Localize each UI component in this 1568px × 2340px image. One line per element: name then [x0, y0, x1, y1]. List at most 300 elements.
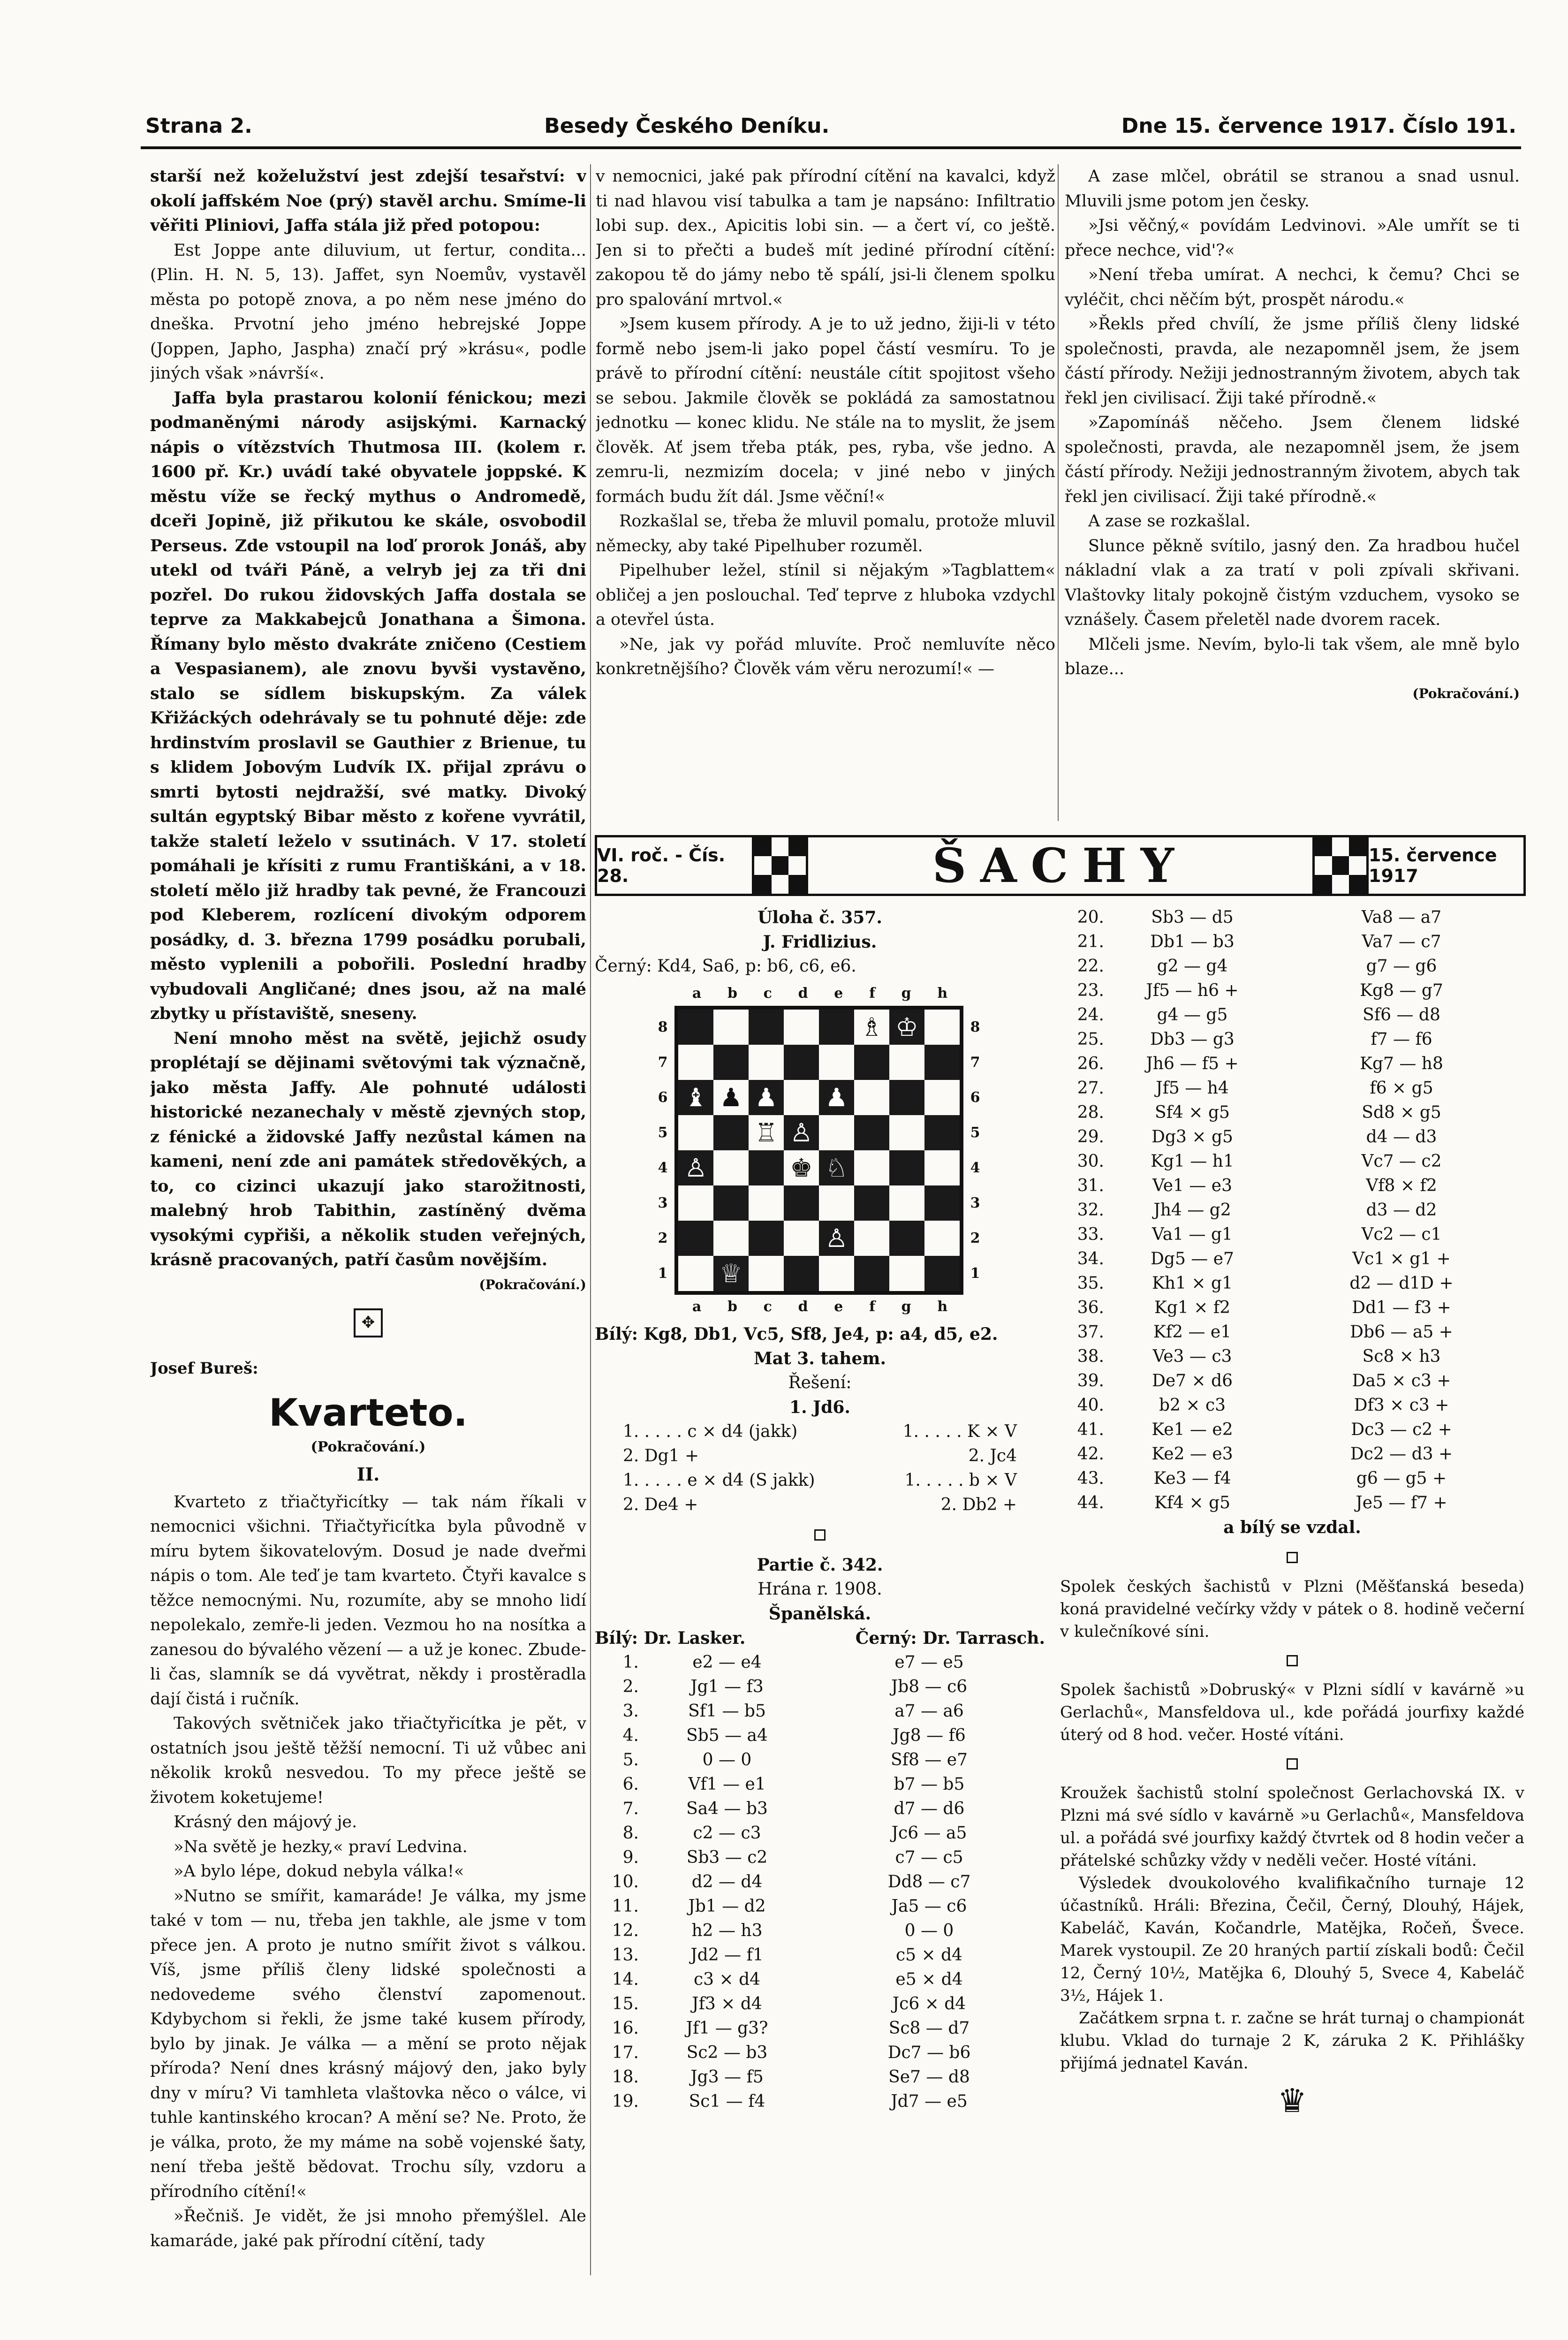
board-square-e3 [819, 1185, 854, 1221]
page-header [145, 107, 1516, 144]
continuation-note: (Pokračování.) [479, 1276, 586, 1292]
board-square-d3 [784, 1185, 819, 1221]
move-row [1060, 1052, 1524, 1076]
move-row [595, 2089, 1045, 2114]
white-move: Ke2 — e3 [1151, 1444, 1233, 1464]
black-move: Sf6 — d8 [1363, 1005, 1440, 1025]
story-paragraph-14: »Jsi věčný,« povídám Ledvinovi. »Ale umřít se ti přece nechce, vid'?« [1065, 216, 1520, 260]
move-number: 20. [1077, 908, 1104, 927]
story-paragraph-1: Kvarteto z třiačtyřicítky — tak nám říkali v nemocnici všichni. Třiačtyřicítka byla původně v míru bytem šikovatelovým. Dosud je nade dveřmi nápis o tom. Ale teď je tam kvarteto. Čtyři kavalce s těžce nemocnými. Nu, rozumíte, aby se mnoho lidí nepolekalo, zemře-li jeden. Vezmou ho na nosítka a zanesou do bývalého vězení — a už je konec. Zbude-li čas, slamník se dá vyvětrat, někdy i prostěradla dají čistá i ručník. [150, 1492, 586, 1709]
black-move: Se7 — d8 [888, 2067, 970, 2087]
move-number: 42. [1077, 1444, 1104, 1464]
black-move: d4 — d3 [1366, 1127, 1437, 1147]
move-row [1060, 1271, 1524, 1296]
board-square-d6 [784, 1080, 819, 1115]
file-label: c [763, 985, 772, 1002]
board-square-e8 [819, 1010, 854, 1045]
board-square-d7 [784, 1045, 819, 1080]
move-row [595, 1992, 1045, 2016]
paper-title: Besedy Českého Deníku. [544, 114, 830, 138]
black-move: c7 — c5 [895, 1848, 963, 1867]
move-row [1060, 1466, 1524, 1491]
rank-label: 7 [658, 1054, 668, 1071]
story-subtitle: (Pokračování.) [311, 1438, 426, 1455]
move-number: 21. [1077, 932, 1104, 951]
problem-author: J. Fridlizius. [763, 932, 877, 952]
move-number: 1. [622, 1653, 639, 1672]
board-square-b8 [713, 1010, 749, 1045]
move-number: 37. [1077, 1322, 1104, 1342]
black-move: e5 × d4 [895, 1970, 963, 1989]
club-notice-5: Začátkem srpna t. r. začne se hrát turnaj o championát klubu. Vklad do turnaje 2 K, záruka 2 K. Přihlášky přijímá jednatel Kaván. [1060, 2009, 1524, 2073]
white-move: Kf4 × g5 [1154, 1493, 1231, 1512]
board-files-top [651, 981, 961, 1006]
story-paragraph-12: »Ne, jak vy pořád mluvíte. Proč nemluvíte něco konkretnějšího? Člověk vám věru nerozumí!« — [596, 635, 1055, 678]
board-square-g7 [889, 1045, 924, 1080]
separator-icon [1287, 1552, 1298, 1563]
chess-piece-icon: ♙ [790, 1117, 813, 1147]
story-paragraph-4: »Na světě je hezky,« praví Ledvina. [174, 1837, 468, 1856]
white-move: De7 × d6 [1151, 1371, 1233, 1390]
column-3 [1065, 164, 1520, 821]
black-move: Jb8 — c6 [891, 1677, 968, 1696]
story-author: Josef Bureš: [150, 1359, 258, 1378]
chess-piece-icon: ♙ [825, 1223, 848, 1253]
story-paragraph-7: »Řečniš. Je vidět, že jsi mnoho přemýšlel. Ale kamaráde, jaké pak přírodní cítění, tady [150, 2207, 586, 2250]
chess-piece-icon: ♟ [755, 1082, 778, 1112]
ornament-icon: ✥ [354, 1308, 383, 1337]
move-row [595, 1919, 1045, 1943]
move-row [595, 1699, 1045, 1724]
solution-move: 1. . . . . K × V [902, 1422, 1017, 1441]
black-move: Kg8 — g7 [1360, 981, 1443, 1000]
chess-piece-icon: ♔ [895, 1012, 918, 1042]
file-label: a [692, 985, 702, 1002]
black-move: Vc7 — c2 [1361, 1152, 1442, 1171]
move-row [595, 1772, 1045, 1797]
chess-piece-icon: ♗ [860, 1012, 883, 1042]
move-number: 43. [1077, 1469, 1104, 1488]
chess-piece-icon: ♕ [720, 1258, 742, 1288]
story-paragraph-17: »Zapomínáš něčeho. Jsem členem lidské společnosti, pravda, ale nezapomněl jsem, že jsem částí přírody. Nežiji jednostranným životem, abych tak řekl jen civilisací. Žiji také přírodně.« [1065, 413, 1520, 506]
move-row [1060, 979, 1524, 1003]
move-row [1060, 1345, 1524, 1369]
board-square-f6 [854, 1080, 889, 1115]
move-number: 29. [1077, 1127, 1104, 1147]
move-number: 22. [1077, 957, 1104, 976]
white-move: Sc1 — f4 [689, 2092, 765, 2111]
black-move: Jc6 — a5 [891, 1823, 967, 1843]
move-number: 17. [612, 2043, 639, 2062]
black-move: Vc1 × g1 + [1352, 1249, 1451, 1269]
board-ranks-right [963, 1010, 987, 1291]
move-number: 39. [1077, 1371, 1104, 1390]
board-square-h8 [924, 1010, 960, 1045]
chess-king-icon: ♛ [1277, 2082, 1307, 2120]
board-square-e4 [819, 1150, 854, 1185]
file-label: b [727, 1299, 737, 1315]
black-move: Sc8 × h3 [1362, 1347, 1441, 1366]
board-square-c7 [749, 1045, 784, 1080]
white-move: h2 — h3 [691, 1921, 763, 1940]
move-number: 6. [622, 1775, 639, 1794]
rank-label: 5 [658, 1124, 668, 1141]
white-move: Jd2 — f1 [690, 1945, 764, 1965]
continuation-note: (Pokračování.) [1412, 685, 1520, 701]
rank-label: 4 [970, 1160, 980, 1176]
board-square-b3 [713, 1185, 749, 1221]
black-move: Vf8 × f2 [1366, 1176, 1437, 1195]
board-square-b5 [713, 1115, 749, 1150]
white-move: Sc2 — b3 [686, 2043, 768, 2062]
white-move: Dg3 × g5 [1151, 1127, 1233, 1147]
white-player: Bílý: Dr. Lasker. [595, 1628, 746, 1648]
move-row [1060, 1320, 1524, 1345]
board-square-b4 [713, 1150, 749, 1185]
black-move: Dc7 — b6 [887, 2043, 971, 2062]
separator-icon [814, 1529, 826, 1541]
move-number: 36. [1077, 1298, 1104, 1317]
rank-label: 4 [658, 1160, 668, 1176]
move-number: 32. [1077, 1200, 1104, 1220]
story-paragraph-8: v nemocnici, jaké pak přírodní cítění na kavalci, když ti nad hlavou visí tabulka a tam je napsáno: Infiltratio lobi sup. dex., Apicitis lobi sin. — a čert ví, co ještě. Jen si to přečti a budeš mít jediné přírodní cítění: zakopou tě do jámy nebo tě spálí, jsi-li členem spolku pro spalování mrtvol.« [596, 167, 1055, 309]
white-move: Kg1 — h1 [1151, 1152, 1234, 1171]
board-square-d5 [784, 1115, 819, 1150]
white-move: c2 — c3 [693, 1823, 761, 1843]
black-move: Je5 — f7 + [1356, 1493, 1447, 1512]
move-number: 15. [612, 1994, 639, 2013]
move-row [595, 1943, 1045, 1968]
move-row [1060, 905, 1524, 930]
white-move: Db3 — g3 [1150, 1030, 1235, 1049]
club-notice-4: Výsledek dvoukolového kvalifikačního turnaje 12 účastníků. Hráli: Březina, Čečil, Černý, Dlouhý, Hájek, Kabeláč, Kaván, Kočandrle, Matějka, Ročeň, Švece. Marek vystoupil. Ze 20 hraných partií získali bodů: Čečil 12, Černý 10½, Matějka 6, Dlouhý 5, Svece 4, Kabeláč 3½, Hájek 1. [1060, 1874, 1524, 2005]
chess-column-1 [595, 905, 1045, 2114]
white-move: Jg3 — f5 [690, 2067, 764, 2087]
story-paragraph-13: A zase mlčel, obrátil se stranou a snad usnul. Mluvili jsme potom jen česky. [1065, 167, 1520, 211]
chess-piece-icon: ♝ [684, 1082, 707, 1112]
white-move: Kf2 — e1 [1153, 1322, 1232, 1342]
board-square-d8 [784, 1010, 819, 1045]
white-move: Sf4 × g5 [1155, 1103, 1230, 1122]
white-move: Kg1 × f2 [1154, 1298, 1231, 1317]
black-move: Va7 — c7 [1362, 932, 1441, 951]
solution-move: 1. . . . . c × d4 (jakk) [623, 1422, 798, 1441]
white-move: c3 × d4 [693, 1970, 761, 1989]
black-move: Jc6 × d4 [892, 1994, 966, 2013]
move-number: 18. [612, 2067, 639, 2087]
board-square-e5 [819, 1115, 854, 1150]
board-files-bottom [651, 1295, 961, 1319]
rank-label: 1 [970, 1265, 980, 1282]
black-move: Dc3 — c2 + [1351, 1420, 1452, 1439]
move-row [1060, 1027, 1524, 1052]
black-move: Dd1 — f3 + [1352, 1298, 1451, 1317]
problem-white-pieces: Bílý: Kg8, Db1, Vc5, Sf8, Je4, p: a4, d5, e2. [595, 1324, 998, 1344]
black-move: Sc8 — d7 [888, 2019, 970, 2038]
file-label: g [901, 985, 911, 1002]
white-move: Sb3 — d5 [1151, 908, 1234, 927]
move-row [595, 1675, 1045, 1699]
column-1 [150, 164, 586, 2275]
header-rule [141, 146, 1521, 149]
chess-column-2 [1060, 905, 1524, 2120]
board-grid [674, 1006, 963, 1295]
white-move: Sb5 — a4 [686, 1726, 768, 1745]
column-2 [596, 164, 1055, 821]
white-move: Jf5 — h4 [1156, 1079, 1229, 1098]
white-move: Ke1 — e2 [1151, 1420, 1233, 1439]
move-row [595, 2041, 1045, 2065]
move-number: 12. [612, 1921, 639, 1940]
white-move: Jh4 — g2 [1153, 1200, 1231, 1220]
rank-label: 1 [658, 1265, 668, 1282]
black-move: Dd8 — c7 [887, 1872, 971, 1892]
move-number: 7. [622, 1799, 639, 1818]
jaffa-paragraph-1: starší než koželužství jest zdejší tesařství: v okolí jaffském Noe (prý) stavěl archu. Smíme-li věřiti Pliniovi, Jaffa stála již před potopou: [150, 167, 586, 235]
rank-label: 8 [970, 1019, 980, 1035]
move-row [1060, 1076, 1524, 1101]
rank-label: 3 [658, 1195, 668, 1211]
black-player: Černý: Dr. Tarrasch. [855, 1628, 1045, 1648]
chess-piece-icon: ♟ [720, 1082, 742, 1112]
file-label: a [692, 1299, 702, 1315]
solution-row [623, 1468, 1017, 1493]
board-square-b6 [713, 1080, 749, 1115]
board-square-g2 [889, 1221, 924, 1256]
move-number: 2. [622, 1677, 639, 1696]
move-row [1060, 1101, 1524, 1125]
black-move: d7 — d6 [894, 1799, 965, 1818]
board-square-a1 [678, 1256, 713, 1291]
file-label: h [937, 1299, 948, 1315]
move-row [1060, 1393, 1524, 1418]
rank-label: 2 [658, 1230, 668, 1246]
board-square-f4 [854, 1150, 889, 1185]
solution-row [623, 1420, 1017, 1444]
board-square-b2 [713, 1221, 749, 1256]
move-row [1060, 1369, 1524, 1393]
chess-piece-icon: ♘ [825, 1153, 848, 1183]
black-move: Jd7 — e5 [891, 2092, 968, 2111]
separator-icon [1287, 1655, 1298, 1666]
move-row [1060, 930, 1524, 954]
story-paragraph-2: Takových světniček jako třiačtyřicítka je pět, v ostatních jsou ještě těžší nemocní. Ti už vůbec ani několik kroků nesvedou. To my přece ještě se životem koketujeme! [150, 1714, 586, 1807]
board-square-c2 [749, 1221, 784, 1256]
white-move: Jf3 × d4 [692, 1994, 762, 2013]
rank-label: 6 [970, 1089, 980, 1106]
rank-label: 8 [658, 1019, 668, 1035]
white-move: Jf5 — h6 + [1146, 981, 1239, 1000]
move-number: 4. [622, 1726, 639, 1745]
game-opening: Španělská. [768, 1604, 871, 1624]
black-move: Va8 — a7 [1361, 908, 1442, 927]
board-square-h7 [924, 1045, 960, 1080]
story-paragraph-10: Rozkašlal se, třeba že mluvil pomalu, protože mluvil německy, aby také Pipelhuber rozuměl. [596, 512, 1055, 555]
board-square-a5 [678, 1115, 713, 1150]
board-ranks-left [651, 1010, 674, 1291]
white-move: Vf1 — e1 [688, 1775, 766, 1794]
board-square-a7 [678, 1045, 713, 1080]
club-notice-2: Spolek šachistů »Dobruský« v Plzni sídlí v kavárně »u Gerlachů«, Mansfeldova ul., kde pořádá jourfixy každé úterý od 8 hod. večer. Hosté vítáni. [1060, 1680, 1524, 1744]
board-square-c3 [749, 1185, 784, 1221]
white-move: Sb3 — c2 [686, 1848, 768, 1867]
chess-piece-icon: ♟ [825, 1082, 848, 1112]
file-label: e [834, 985, 843, 1002]
move-number: 14. [612, 1970, 639, 1989]
board-square-c6 [749, 1080, 784, 1115]
solution-move: 2. Dg1 + [623, 1446, 699, 1466]
game-title: Partie č. 342. [757, 1555, 883, 1575]
solution-move: 1. . . . . b × V [904, 1471, 1017, 1490]
problem-title: Úloha č. 357. [757, 908, 882, 927]
black-move: 0 — 0 [904, 1921, 954, 1940]
white-move: d2 — d4 [691, 1872, 763, 1892]
black-move: b7 — b5 [894, 1775, 965, 1794]
story-paragraph-5: »A bylo lépe, dokud nebyla válka!« [174, 1862, 464, 1881]
move-row [595, 1748, 1045, 1772]
black-move: Dc2 — d3 + [1350, 1444, 1453, 1464]
board-square-h5 [924, 1115, 960, 1150]
move-row [1060, 1003, 1524, 1027]
solution-row [623, 1493, 1017, 1517]
black-move: Kg7 — h8 [1360, 1054, 1443, 1073]
black-move: a7 — a6 [894, 1702, 964, 1721]
chess-banner [595, 835, 1526, 896]
rank-label: 2 [970, 1230, 980, 1246]
white-move: Jg1 — f3 [690, 1677, 764, 1696]
move-row [595, 2016, 1045, 2041]
white-move: Sf1 — b5 [688, 1702, 766, 1721]
file-label: d [798, 1299, 808, 1315]
white-move: Sa4 — b3 [686, 1799, 768, 1818]
chess-piece-icon: ♚ [790, 1153, 813, 1183]
move-row [1060, 1174, 1524, 1198]
file-label: f [869, 985, 875, 1002]
white-move: Kh1 × g1 [1152, 1274, 1233, 1293]
rank-label: 7 [970, 1054, 980, 1071]
move-number: 9. [622, 1848, 639, 1867]
move-number: 35. [1077, 1274, 1104, 1293]
black-move: Sf8 — e7 [891, 1750, 968, 1770]
black-move: g7 — g6 [1366, 957, 1437, 976]
move-number: 8. [622, 1823, 639, 1843]
board-square-e6 [819, 1080, 854, 1115]
move-number: 27. [1077, 1079, 1104, 1098]
file-label: e [834, 1299, 843, 1315]
move-row [595, 1650, 1045, 1675]
chess-volume: VI. roč. - Čís. 28. [597, 837, 754, 894]
move-number: 5. [622, 1750, 639, 1770]
move-number: 28. [1077, 1103, 1104, 1122]
board-square-a8 [678, 1010, 713, 1045]
move-row [1060, 1296, 1524, 1320]
move-number: 40. [1077, 1396, 1104, 1415]
white-move: g2 — g4 [1157, 957, 1228, 976]
jaffa-paragraph-4: Není mnoho měst na světě, jejichž osudy proplétají se dějinami světovými tak význačně, jako města Jaffy. Ale pohnuté události historické nezanechaly v městě zjevných stop, z fénické a židovské Jaffy nezůstal kámen na kameni, není zde ani památek středověkých, a to, co cizinci ukazují jako starožitnosti, malebný hrob Tabithin, zastíněný dvěma vysokými cypřiši, a několik studen veřejných, krásně pracovaných, patří časům novějším. [150, 1028, 586, 1269]
move-row [1060, 1223, 1524, 1247]
chess-piece-icon: ♙ [684, 1153, 707, 1183]
board-square-c5 [749, 1115, 784, 1150]
story-paragraph-6: »Nutno se smířit, kamaráde! Je válka, my jsme také v tom — nu, třeba jen takhle, ale jsme v tom přece jen. A proto je nutno smířit život s válkou. Víš, jsme příliš členy lidské společnosti a nedovedeme svého členství zapomenout. Kdybychom si řekli, že jsme také kusem přírody, bylo by jinak. Je válka — a mění se proto nějak příroda? Není dnes krásný májový den, jako byly dny v míru? Vi tamhleta vlaštovka něco o válce, vi tuhle kantinského krocan? A mění se? Ne. Proto, že je válka, proto, že my máme na sobě vojenské šaty, není třeba ještě bědovat. Trochu síly, vzdoru a přírodního cítění!« [150, 1886, 586, 2201]
board-square-b1 [713, 1256, 749, 1291]
board-square-c4 [749, 1150, 784, 1185]
solution-move: 2. Db2 + [940, 1495, 1017, 1514]
move-number: 11. [612, 1897, 639, 1916]
rank-label: 3 [970, 1195, 980, 1211]
story-paragraph-3: Krásný den májový je. [174, 1813, 357, 1831]
black-move: c5 × d4 [895, 1945, 963, 1965]
move-number: 24. [1077, 1005, 1104, 1025]
rank-label: 5 [970, 1124, 980, 1141]
board-square-f5 [854, 1115, 889, 1150]
move-number: 38. [1077, 1347, 1104, 1366]
board-square-a3 [678, 1185, 713, 1221]
solution-move: 2. Jc4 [968, 1446, 1017, 1466]
story-title: Kvarteto. [269, 1390, 468, 1435]
board-square-h4 [924, 1150, 960, 1185]
black-move: e7 — e5 [894, 1653, 964, 1672]
board-square-d4 [784, 1150, 819, 1185]
move-row [1060, 1198, 1524, 1223]
board-square-h2 [924, 1221, 960, 1256]
white-move: Jf1 — g3? [686, 2019, 768, 2038]
move-number: 31. [1077, 1176, 1104, 1195]
white-move: Db1 — b3 [1150, 932, 1235, 951]
board-square-b7 [713, 1045, 749, 1080]
black-move: Db6 — a5 + [1350, 1322, 1453, 1342]
story-paragraph-18: A zase se rozkašlal. [1088, 512, 1250, 531]
moves-table-2 [1060, 905, 1524, 1515]
white-move: g4 — g5 [1157, 1005, 1228, 1025]
board-square-f1 [854, 1256, 889, 1291]
white-move: Jh6 — f5 + [1146, 1054, 1239, 1073]
black-move: f7 — f6 [1371, 1030, 1432, 1049]
move-number: 23. [1077, 981, 1104, 1000]
move-row [595, 1846, 1045, 1870]
move-number: 33. [1077, 1225, 1104, 1244]
board-square-a6 [678, 1080, 713, 1115]
move-row [1060, 1125, 1524, 1149]
move-number: 26. [1077, 1054, 1104, 1073]
move-number: 44. [1077, 1493, 1104, 1512]
board-square-c1 [749, 1256, 784, 1291]
club-notice-3: Kroužek šachistů stolní společnost Gerlachovská IX. v Plzni má své sídlo v kavárně »u Gerlachů«, Mansfeldova ul. a pořádá své jourfixy každý čtvrtek od 8 hodin večer a přátelské schůzky vždy v neděli večer. Hosté vítáni. [1060, 1784, 1524, 1870]
page-number: Strana 2. [145, 114, 252, 138]
move-number: 30. [1077, 1152, 1104, 1171]
black-move: f6 × g5 [1370, 1079, 1433, 1098]
white-move: e2 — e4 [692, 1653, 762, 1672]
chess-date: 15. července 1917 [1366, 837, 1523, 894]
move-number: 13. [612, 1945, 639, 1965]
story-paragraph-11: Pipelhuber ležel, stínil si nějakým »Tagblattem« obličej a jen poslouchal. Teď teprve z hluboka vzdychl a otevřel ústa. [596, 561, 1055, 629]
move-row [1060, 954, 1524, 979]
black-move: Jg8 — f6 [893, 1726, 966, 1745]
chapter-number: II. [356, 1464, 380, 1485]
move-row [1060, 1491, 1524, 1515]
white-move: Ke3 — f4 [1153, 1469, 1231, 1488]
story-paragraph-20: Mlčeli jsme. Nevím, bylo-li tak všem, ale mně bylo blaze... [1065, 635, 1520, 678]
board-square-d2 [784, 1221, 819, 1256]
jaffa-paragraph-3: Jaffa byla prastarou kolonií fénickou; mezi podmaněnými národy asijskými. Karnacký nápis o vítězstvích Thutmosa III. (kolem r. 1600 př. Kr.) uvádí také obyvatele joppské. K městu víže se řecký mythus o Andromedě, dceři Jopině, již přikutou ke skále, osvobodil Perseus. Zde vstoupil na loď prorok Jonáš, aby utekl od tváři Páně, a velryb jej za tři dni pozřel. Do rukou židovských Jaffa dostala se teprve za Makkabejců Jonathana a Šimona. Římany bylo město dvakráte zničeno (Cestiem a Vespasianem), ale znovu byvši vystavěno, stalo se sídlem biskupským. Za válek Křižáckých odehrávaly se tu pohnuté děje: zde hrdinstvím proslavil se Gauthier z Brienue, tu s klidem Jobovým Ludvík IX. přijal zprávu o smrti bytosti nejdražší, své matky. Divoký sultán egyptský Bibar město z kořene vyvrátil, takže staletí leželo v ssutinách. V 17. století pomáhali je křísiti z rumu Františkáni, a v 18. století mělo již hradby tak pevné, že Francouzi pod Kleberem, rozlícení divokým odporem posádky, d. 3. března 1799 posádku porubali, město vyplenili a pobořili. Poslední hradby vybudovali Angličané; dnes jsou, až na malé zbytky u přístaviště, sneseny. [150, 388, 586, 1023]
file-label: f [869, 1299, 875, 1315]
solution-label: Řešení: [788, 1373, 852, 1392]
club-notice-1: Spolek českých šachistů v Plzni (Měšťanská beseda) koná pravidelné večírky vždy v pátek o 8. hodině večerní v kulečníkové síni. [1060, 1577, 1524, 1641]
move-number: 34. [1077, 1249, 1104, 1269]
file-label: d [798, 985, 808, 1002]
move-row [1060, 1442, 1524, 1466]
board-square-g1 [889, 1256, 924, 1291]
file-label: b [727, 985, 737, 1002]
